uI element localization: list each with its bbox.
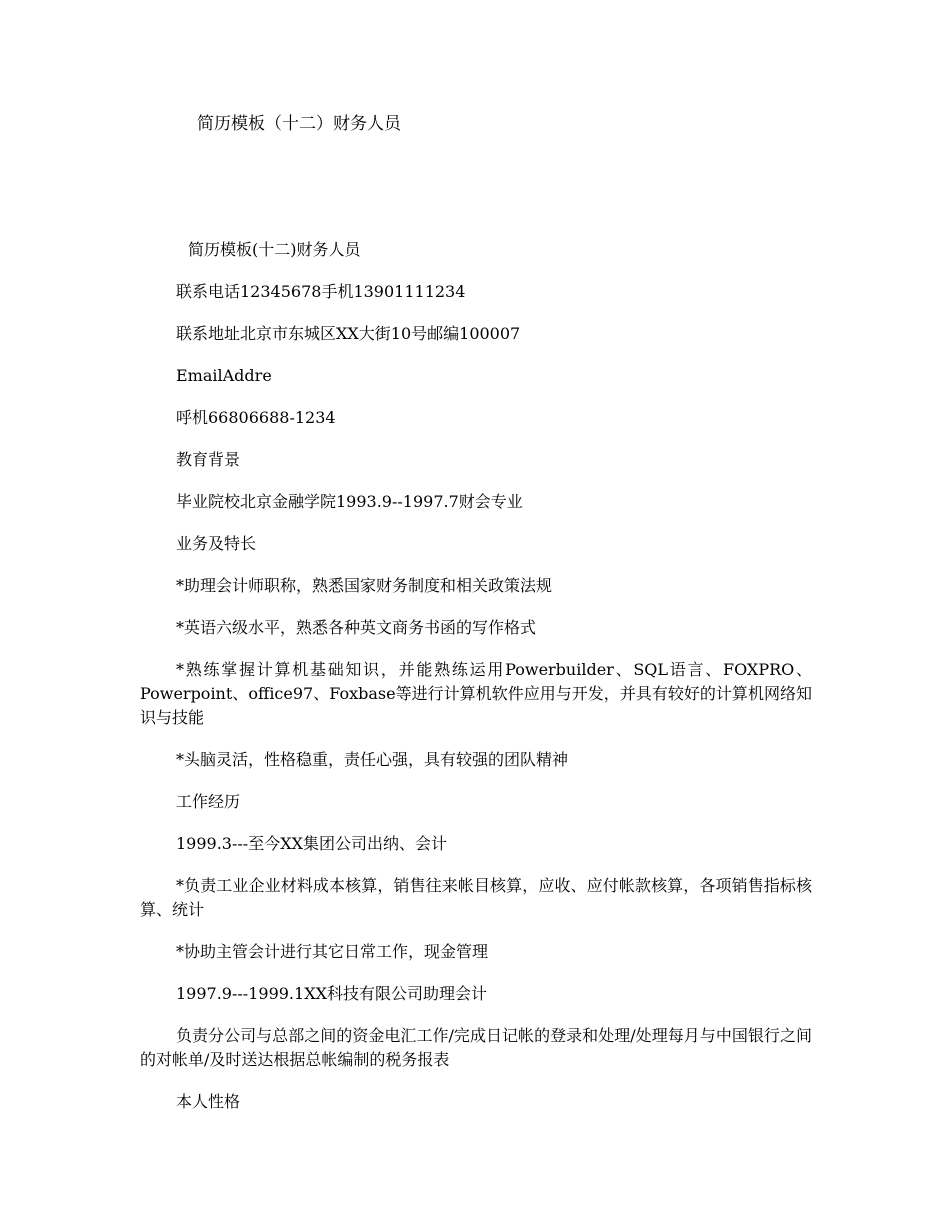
skill-item: *熟练掌握计算机基础知识，并能熟练运用Powerbuilder、SQL语言、FOXPRO、Powerpoint、office97、Foxbase等进行计算机软件应用与开发，并具有较好的计算机网络知识与技能: [140, 660, 812, 727]
contact-pager: 呼机66806688-1234: [176, 408, 336, 427]
job-duty: 负责分公司与总部之间的资金电汇工作/完成日记帐的登录和处理/处理每月与中国银行之间的对帐单/及时送达根据总帐编制的税务报表: [140, 1026, 812, 1069]
contact-phone: 联系电话12345678手机13901111234: [176, 282, 466, 301]
education-detail: 毕业院校北京金融学院1993.9--1997.7财会专业: [176, 492, 523, 511]
skill-item: *英语六级水平，熟悉各种英文商务书函的写作格式: [176, 618, 537, 637]
job-duty: *协助主管会计进行其它日常工作，现金管理: [176, 942, 489, 961]
skill-item: *助理会计师职称，熟悉国家财务制度和相关政策法规: [176, 576, 553, 595]
job-entry: 1999.3---至今XX集团公司出纳、会计: [176, 834, 447, 853]
contact-address: 联系地址北京市东城区XX大街10号邮编100007: [176, 324, 521, 343]
section-personality: 本人性格: [176, 1092, 241, 1111]
section-skills: 业务及特长: [176, 534, 257, 553]
resume-heading: 简历模板(十二)财务人员: [188, 240, 361, 259]
document-title: 简历模板（十二）财务人员: [197, 114, 401, 134]
skill-item: *头脑灵活，性格稳重，责任心强，具有较强的团队精神: [176, 750, 569, 769]
document-body: [140, 238, 812, 1132]
job-entry: 1997.9---1999.1XX科技有限公司助理会计: [176, 984, 487, 1003]
job-duty: *负责工业企业材料成本核算，销售往来帐目核算，应收、应付帐款核算，各项销售指标核算、统计: [140, 876, 812, 919]
contact-email: EmailAddre: [176, 366, 272, 385]
section-education: 教育背景: [176, 450, 241, 469]
section-work-experience: 工作经历: [176, 792, 241, 811]
